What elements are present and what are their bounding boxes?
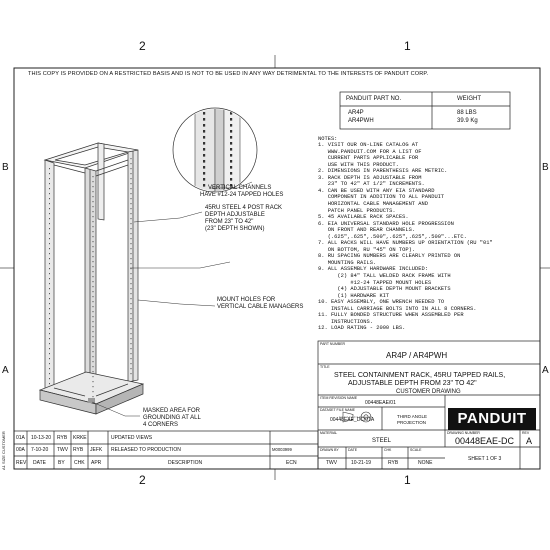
- tapped-hole: [93, 296, 94, 297]
- tapped-hole: [131, 313, 132, 314]
- tapped-hole: [131, 328, 132, 329]
- tapped-hole: [131, 358, 132, 359]
- tapped-hole: [49, 233, 50, 234]
- tapped-hole: [49, 288, 50, 289]
- tapped-hole: [93, 346, 94, 347]
- tapped-hole: [93, 246, 94, 247]
- tapped-hole: [93, 351, 94, 352]
- parts-table-cell: 39.9 Kg: [457, 118, 478, 124]
- dataset-label: DATASET FILE NAME: [320, 408, 356, 412]
- tapped-hole: [131, 373, 132, 374]
- tapped-hole: [131, 213, 132, 214]
- tapped-hole: [49, 278, 50, 279]
- tapped-hole: [131, 363, 132, 364]
- tapped-hole: [93, 221, 94, 222]
- tapped-hole: [131, 343, 132, 344]
- detail-tapped-hole: [203, 142, 205, 145]
- tapped-hole: [49, 368, 50, 369]
- detail-tapped-hole: [230, 124, 232, 127]
- notes-block: [318, 129, 493, 339]
- tapped-hole: [131, 188, 132, 189]
- tapped-hole: [93, 356, 94, 357]
- title-line-1: STEEL CONTAINMENT RACK, 45RU TAPPED RAILS,: [334, 372, 506, 379]
- tapped-hole: [131, 318, 132, 319]
- tapped-hole: [49, 228, 50, 229]
- tapped-hole: [49, 263, 50, 264]
- rev-header: DATE: [33, 460, 46, 466]
- detail-tapped-hole: [230, 148, 232, 151]
- tapped-hole: [93, 311, 94, 312]
- detail-tapped-hole: [203, 160, 205, 163]
- tapped-hole: [49, 343, 50, 344]
- tapped-hole: [93, 226, 94, 227]
- rev-cell: RYB: [57, 435, 68, 441]
- note-line: 23" TO 42" AT 1/2" INCREMENTS.: [318, 181, 425, 188]
- tapped-hole: [93, 191, 94, 192]
- zone-label-top-1: 1: [404, 39, 411, 53]
- rev-cell: 7-10-20: [31, 447, 49, 453]
- tapped-hole: [131, 348, 132, 349]
- tapped-hole: [93, 316, 94, 317]
- tapped-hole: [131, 243, 132, 244]
- tapped-hole: [131, 273, 132, 274]
- zone-label-right-b: B: [542, 162, 549, 173]
- rev-cell: UPDATED VIEWS: [111, 435, 153, 441]
- callout-masked-area: 4 CORNERS: [143, 422, 179, 428]
- rev-header: REV: [16, 460, 27, 466]
- tapped-hole: [131, 288, 132, 289]
- rev-header: APR: [91, 460, 102, 466]
- customer-drawing-label: CUSTOMER DRAWING: [396, 389, 461, 395]
- detail-tapped-hole: [203, 118, 205, 121]
- tapped-hole: [49, 323, 50, 324]
- rack-drawing: [40, 143, 143, 414]
- tapped-hole: [131, 168, 132, 169]
- detail-tapped-hole: [203, 184, 205, 187]
- tapped-hole: [131, 198, 132, 199]
- note-line: 4. CAN BE USED WITH ANY EIA STANDARD: [318, 187, 435, 194]
- tapped-hole: [131, 323, 132, 324]
- zone-label-bottom-1: 1: [404, 473, 411, 487]
- rev-cell: JEFK: [90, 447, 103, 453]
- tapped-hole: [93, 281, 94, 282]
- rev-label: REV: [522, 431, 530, 435]
- tapped-hole: [131, 163, 132, 164]
- tapped-hole: [49, 243, 50, 244]
- tapped-hole: [131, 218, 132, 219]
- tapped-hole: [93, 256, 94, 257]
- tapped-hole: [49, 363, 50, 364]
- zone-label-left-a: A: [2, 365, 9, 376]
- drawing-number-value: 00448EAE-DC: [455, 436, 515, 446]
- tapped-hole: [49, 248, 50, 249]
- detail-tapped-hole: [230, 166, 232, 169]
- tapped-hole: [131, 303, 132, 304]
- note-line: 1. VISIT OUR ON-LINE CATALOG AT: [318, 142, 419, 149]
- tapped-hole: [93, 381, 94, 382]
- tapped-hole: [49, 298, 50, 299]
- rev-cell: 01A: [16, 435, 25, 441]
- scale-label: SCALE: [410, 448, 422, 452]
- rev-cell: M0003999: [272, 447, 292, 452]
- tapped-hole: [131, 253, 132, 254]
- chk-value: RYB: [388, 460, 399, 466]
- detail-tapped-hole: [230, 178, 232, 181]
- detail-tapped-hole: [203, 178, 205, 181]
- tapped-hole: [93, 266, 94, 267]
- tapped-hole: [93, 366, 94, 367]
- tapped-hole: [49, 198, 50, 199]
- chk-label: CHK: [384, 448, 392, 452]
- note-line: 11. FULLY BONDED STRUCTURE WHEN ASSEMBLED PER: [318, 312, 464, 319]
- notes-list: [318, 142, 493, 332]
- detail-tapped-hole: [203, 136, 205, 139]
- tapped-hole: [93, 286, 94, 287]
- note-line: INSTRUCTIONS.: [318, 318, 373, 325]
- tapped-hole: [49, 183, 50, 184]
- tapped-hole: [131, 333, 132, 334]
- note-line: (4) ADJUSTABLE DEPTH MOUNT BRACKETS: [318, 286, 451, 293]
- tapped-hole: [131, 158, 132, 159]
- scale-value: NONE: [418, 460, 433, 466]
- note-line: COMPONENT IN ADDITION TO ALL PANDUIT: [318, 194, 445, 201]
- tapped-hole: [93, 321, 94, 322]
- tapped-hole: [131, 178, 132, 179]
- tapped-hole: [93, 211, 94, 212]
- zone-label-bottom-2: 2: [139, 473, 146, 487]
- tapped-hole: [131, 338, 132, 339]
- tapped-hole: [131, 193, 132, 194]
- tapped-hole: [49, 213, 50, 214]
- tapped-hole: [49, 188, 50, 189]
- note-line: 9. ALL ASSEMBLY HARDWARE INCLUDED:: [318, 266, 428, 273]
- callout-vertical-channels: VERTICAL CHANNELS: [208, 185, 272, 191]
- note-line: 6. EIA UNIVERSAL STANDARD HOLE PROGRESSION: [318, 220, 454, 227]
- parts-table-cell: AR4P: [348, 110, 364, 116]
- tapped-hole: [93, 396, 94, 397]
- tapped-hole: [49, 168, 50, 169]
- tapped-hole: [49, 173, 50, 174]
- note-line: 12. LOAD RATING - 2000 LBS.: [318, 325, 406, 332]
- rev-header: CHK: [74, 460, 85, 466]
- tapped-hole: [93, 391, 94, 392]
- note-line: (.625",.625",.500",.625",.625",.500"...ETC.: [318, 233, 467, 240]
- tapped-hole: [93, 326, 94, 327]
- detail-tapped-hole: [230, 172, 232, 175]
- zone-label-top-2: 2: [139, 39, 146, 53]
- tapped-hole: [93, 206, 94, 207]
- tapped-hole: [49, 223, 50, 224]
- tapped-hole: [131, 228, 132, 229]
- tapped-hole: [131, 293, 132, 294]
- projection-label: THIRD ANGLE: [397, 414, 428, 419]
- tapped-hole: [49, 353, 50, 354]
- note-line: USE WITH THIS PRODUCT.: [318, 161, 399, 168]
- drawn-by-label: DRAWN BY: [320, 448, 339, 452]
- note-line: HORIZONTAL CABLE MANAGEMENT AND: [318, 201, 428, 208]
- tapped-hole: [93, 241, 94, 242]
- tapped-hole: [49, 293, 50, 294]
- tapped-hole: [49, 273, 50, 274]
- note-line: 5. 45 AVAILABLE RACK SPACES.: [318, 214, 409, 221]
- tapped-hole: [93, 306, 94, 307]
- rev-cell: RYB: [73, 447, 84, 453]
- detail-tapped-hole: [203, 166, 205, 169]
- parts-table-header-weight: WEIGHT: [457, 96, 481, 102]
- detail-tapped-hole: [230, 154, 232, 157]
- detail-tapped-hole: [203, 106, 205, 109]
- tapped-hole: [93, 216, 94, 217]
- tapped-hole: [131, 278, 132, 279]
- parts-table-cell: 88 LBS: [457, 110, 477, 116]
- rev-cell: TWV: [57, 447, 69, 453]
- tapped-hole: [131, 208, 132, 209]
- rev-header: BY: [58, 460, 65, 466]
- tapped-hole: [93, 386, 94, 387]
- tapped-hole: [131, 368, 132, 369]
- note-line: INSTALL CARRIAGE BOLTS INTO IN ALL 8 CORNERS.: [318, 305, 477, 312]
- note-line: 8. RU SPACING NUMBERS ARE CLEARLY PRINTED ON: [318, 253, 461, 260]
- tapped-hole: [93, 261, 94, 262]
- note-line: MOUNTING RAILS.: [318, 259, 377, 266]
- detail-tapped-hole: [230, 160, 232, 163]
- title-label: TITLE: [320, 365, 330, 369]
- rev-cell: KRKE: [73, 435, 87, 441]
- detail-tapped-hole: [230, 106, 232, 109]
- item-revision-label: ITEM REVISION NAME: [320, 396, 358, 400]
- tapped-hole: [49, 218, 50, 219]
- tapped-hole: [49, 253, 50, 254]
- tapped-hole: [93, 331, 94, 332]
- parts-table-cell: AR4PWH: [348, 118, 374, 124]
- detail-tapped-hole: [203, 130, 205, 133]
- projection-label: PROJECTION: [397, 420, 427, 425]
- callout-mount-holes: MOUNT HOLES FOR: [217, 297, 276, 303]
- rev-value: A: [526, 436, 533, 446]
- title-line-2: ADJUSTABLE DEPTH FROM 23" TO 42": [348, 380, 477, 387]
- detail-tapped-hole: [203, 148, 205, 151]
- tapped-hole: [49, 313, 50, 314]
- note-line: 3. RACK DEPTH IS ADJUSTABLE FROM: [318, 174, 422, 181]
- rev-cell: 00A: [16, 447, 25, 453]
- note-line: ON BOTTOM, RU "45" ON TOP).: [318, 246, 416, 253]
- tapped-hole: [49, 308, 50, 309]
- tapped-hole: [93, 186, 94, 187]
- callout-rack-depth: (23" DEPTH SHOWN): [205, 226, 265, 232]
- tapped-hole: [49, 238, 50, 239]
- dataset-value: 00448EAE_DC/01A: [330, 417, 375, 423]
- tapped-hole: [131, 183, 132, 184]
- note-line: (1) HARDWARE KIT: [318, 292, 390, 299]
- tapped-hole: [49, 318, 50, 319]
- zone-label-right-a: A: [542, 365, 549, 376]
- tapped-hole: [131, 173, 132, 174]
- tapped-hole: [49, 383, 50, 384]
- tapped-hole: [93, 196, 94, 197]
- rev-header: DESCRIPTION: [168, 460, 203, 466]
- tapped-hole: [49, 303, 50, 304]
- tapped-hole: [131, 308, 132, 309]
- tapped-hole: [131, 353, 132, 354]
- detail-tapped-hole: [203, 154, 205, 157]
- detail-tapped-hole: [230, 130, 232, 133]
- tapped-hole: [93, 361, 94, 362]
- note-line: #12-24 TAPPED MOUNT HOLES: [318, 279, 432, 286]
- tapped-hole: [93, 336, 94, 337]
- tapped-hole: [131, 233, 132, 234]
- rev-cell: 10-13-20: [31, 435, 52, 441]
- parts-table-header-part: PANDUIT PART NO.: [346, 96, 402, 102]
- tapped-hole: [131, 263, 132, 264]
- tapped-hole: [93, 251, 94, 252]
- tapped-hole: [93, 201, 94, 202]
- detail-tapped-hole: [203, 112, 205, 115]
- callout-mount-holes: VERTICAL CABLE MANAGERS: [217, 304, 304, 310]
- tapped-hole: [131, 223, 132, 224]
- note-line: 10. EASY ASSEMBLY, ONE WRENCH NEEDED TO: [318, 299, 445, 306]
- material-label: MATERIAL: [320, 431, 338, 435]
- notes-title: NOTES:: [318, 135, 338, 142]
- detail-tapped-hole: [230, 118, 232, 121]
- callout-vertical-channels: HAVE #12-24 TAPPED HOLES: [200, 192, 284, 198]
- note-line: 2. DIMENSIONS IN PARENTHESIS ARE METRIC.: [318, 168, 448, 175]
- tapped-hole: [93, 376, 94, 377]
- detail-tapped-hole: [230, 136, 232, 139]
- sheet-size-label: A1 SIZE CUSTOMER: [1, 431, 6, 470]
- date-value: 10-21-19: [351, 460, 372, 466]
- tapped-hole: [49, 358, 50, 359]
- panduit-logo: PANDUIT: [448, 408, 536, 430]
- tapped-hole: [49, 283, 50, 284]
- date-label: DATE: [348, 448, 358, 452]
- tapped-hole: [49, 378, 50, 379]
- note-line: WWW.PANDUIT.COM FOR A LIST OF: [318, 148, 422, 155]
- tapped-hole: [49, 373, 50, 374]
- tapped-hole: [49, 333, 50, 334]
- note-line: CURRENT PARTS APPLICABLE FOR: [318, 155, 419, 162]
- detail-tapped-hole: [203, 124, 205, 127]
- restriction-disclaimer: THIS COPY IS PROVIDED ON A RESTRICTED BASIS AND IS NOT TO BE USED IN ANY WAY DETRIMENTAL TO THE INTERESTS OF PANDUIT CORP.: [28, 71, 429, 77]
- tapped-hole: [131, 298, 132, 299]
- tapped-hole: [93, 236, 94, 237]
- tapped-hole: [93, 181, 94, 182]
- tapped-hole: [93, 341, 94, 342]
- tapped-hole: [49, 178, 50, 179]
- tapped-hole: [131, 248, 132, 249]
- detail-tapped-hole: [230, 142, 232, 145]
- callout-masked-area: MASKED AREA FOR: [143, 408, 201, 414]
- drawing-number-label: DRAWING NUMBER: [447, 431, 480, 435]
- tapped-hole: [93, 291, 94, 292]
- tapped-hole: [131, 258, 132, 259]
- tapped-hole: [49, 348, 50, 349]
- rev-header: ECN: [286, 460, 297, 466]
- tapped-hole: [93, 276, 94, 277]
- tapped-hole: [49, 208, 50, 209]
- tapped-hole: [131, 238, 132, 239]
- callout-masked-area: GROUNDING AT ALL: [143, 415, 201, 421]
- tapped-hole: [49, 268, 50, 269]
- rev-cell: RELEASED TO PRODUCTION: [111, 447, 181, 453]
- note-line: ON FRONT AND REAR CHANNELS.: [318, 227, 416, 234]
- tapped-hole: [49, 203, 50, 204]
- tapped-hole: [131, 283, 132, 284]
- tapped-hole: [93, 371, 94, 372]
- note-line: PATCH PANEL PRODUCTS.: [318, 207, 396, 214]
- callout-rack-depth: FROM 23" TO 42": [205, 219, 254, 225]
- tapped-hole: [49, 338, 50, 339]
- tapped-hole: [93, 271, 94, 272]
- callout-rack-depth: DEPTH ADJUSTABLE: [205, 212, 265, 218]
- tapped-hole: [93, 301, 94, 302]
- callout-rack-depth: 45RU STEEL 4 POST RACK: [205, 205, 283, 211]
- tapped-hole: [93, 176, 94, 177]
- item-revision-value: 00448EAE/01: [365, 400, 396, 406]
- part-number-value: AR4P / AR4PWH: [386, 351, 448, 360]
- zone-label-left-b: B: [2, 162, 9, 173]
- tapped-hole: [49, 328, 50, 329]
- sheet-number: SHEET 1 OF 3: [468, 456, 502, 462]
- tapped-hole: [49, 258, 50, 259]
- drawn-by-value: TWV: [326, 460, 338, 466]
- tapped-hole: [131, 203, 132, 204]
- note-line: 7. ALL RACKS WILL HAVE NUMBERS UP ORIENTATION (RU "01": [318, 240, 493, 247]
- part-number-label: PART NUMBER: [320, 342, 346, 346]
- material-value: STEEL: [372, 438, 392, 444]
- note-line: (2) 84" TALL WELDED RACK FRAME WITH: [318, 273, 451, 280]
- tapped-hole: [49, 193, 50, 194]
- tapped-hole: [93, 231, 94, 232]
- detail-tapped-hole: [203, 172, 205, 175]
